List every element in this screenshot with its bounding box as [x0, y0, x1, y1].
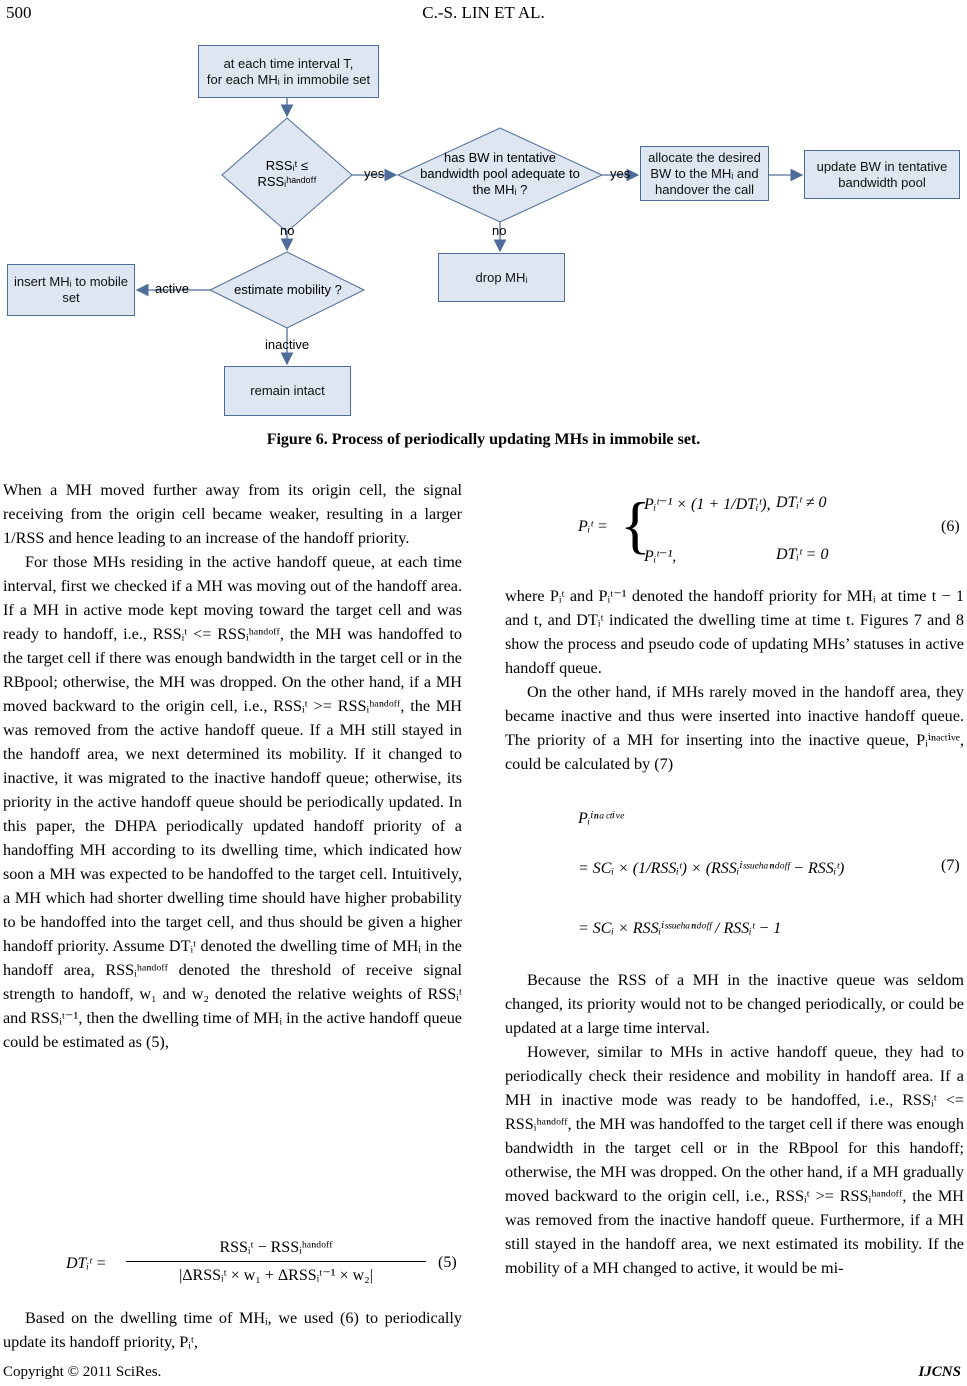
label-yes-2: yes	[610, 166, 631, 181]
page-number: 500	[6, 3, 32, 22]
right-column-upper	[505, 584, 964, 776]
label-inactive: inactive	[265, 337, 310, 352]
running-head: C.-S. LIN ET AL.	[422, 3, 545, 22]
eq5-numerator: RSSᵢᵗ − RSSᵢʰᵃⁿᵈᵒᶠᶠ	[219, 1239, 333, 1256]
eq5-lhs: DTᵢᵗ =	[66, 1255, 107, 1272]
right-column-lower	[505, 968, 964, 1280]
eq6-case-2: Pᵢᵗ⁻¹,	[644, 548, 677, 565]
insert-box: insert MHᵢ to mobile set	[7, 264, 135, 316]
left-paragraph-2: For those MHs residing in the active handoff queue, at each time interval, first we checked if a MH was moving out of the handoff area. If a MH in active mode kept moving toward the target cell and was ready to handoff, i.e., RSSᵢᵗ <= RSSᵢʰᵃⁿᵈᵒᶠᶠ, the MH was handoffed to the target cell if there was enough bandwidth in the target cell or in the RBpool; otherwise, the MH was dropped. On the other hand, if a MH moved backward to the origin cell, i.e., RSSᵢᵗ >= RSSᵢʰᵃⁿᵈᵒᶠᶠ, the MH was removed from the active handoff queue. If a MH still stayed in the handoff area, we next determined its mobility. If it changed to inactive, it was migrated to the inactive handoff queue; otherwise, its priority in the active handoff queue should be periodically updated. In this paper, the DHPA periodically updated handoff priority of a handoffing MH according to its dwelling time, which indicated how soon a MH was expected to be handoffed to the target cell. Intuitively, a MH which had shorter dwelling time should have higher probability to be handoffed into the target cell, and thus should be given a higher handoff priority. Assume DTᵢᵗ denoted the dwelling time of MHᵢ in the handoff area, RSSᵢʰᵃⁿᵈᵒᶠᶠ denoted the threshold of receive signal strength to handoff, w₁ and w₂ denoted the relative weights of RSSᵢᵗ and RSSᵢᵗ⁻¹, then the dwelling time of MHᵢ in the active handoff queue could be estimated as (5),	[3, 553, 462, 1051]
label-no-2: no	[492, 223, 507, 238]
right-paragraph-2: On the other hand, if MHs rarely moved in the handoff area, they became inactive and thus were inserted into inactive handoff queue. The priority of a MH for inserting into the inactive queue, Pᵢⁱⁿᵃᶜᵗⁱᵛᵉ, could be calculated by (7)	[505, 683, 964, 773]
eq6-condition-1: DTᵢᵗ ≠ 0	[776, 494, 827, 511]
eq7-number: (7)	[941, 857, 960, 874]
equation-7	[578, 808, 938, 958]
allocate-box: allocate the desired BW to the MHᵢ and handover the call	[640, 146, 769, 201]
left-column-end	[3, 1306, 462, 1354]
start-box: at each time interval T, for each MHᵢ in immobile set	[198, 45, 379, 98]
eq7-line-3: = SCᵢ × RSSᵢⁱˢˢᵘᵉʰᵃⁿᵈᵒᶠᶠ / RSSᵢᵗ − 1	[578, 920, 782, 937]
footer-journal: IJCNS	[918, 1364, 961, 1380]
eq6-lhs: Pᵢᵗ =	[578, 518, 608, 535]
eq7-line-1: Pᵢⁱⁿᵃᶜᵗⁱᵛᵉ	[578, 810, 624, 827]
label-active: active	[155, 281, 189, 296]
right-paragraph-4: However, similar to MHs in active handoff queue, they had to periodically check their residence and mobility in handoff area. If a MH in inactive mode was ready to be handoffed, i.e., RSSᵢᵗ <= RSSᵢʰᵃⁿᵈᵒᶠᶠ, the MH was handoffed to the target cell if there was enough bandwidth in the target cell or in the RBpool for this handoff; otherwise, the MH was dropped. On the other hand, if a MH gradually moved backward to the origin cell, i.e., RSSᵢᵗ >= RSSᵢʰᵃⁿᵈᵒᶠᶠ, the MH was removed from the inactive handoff queue. Furthermore, if a MH still stayed in the handoff area, we next estimated its mobility. If the mobility of a MH changed to active, it would be mi-	[505, 1043, 964, 1277]
left-paragraph-1: When a MH moved further away from its origin cell, the signal receiving from the origin cell became weaker, resulting in a larger 1/RSS and hence leading to an increase of the handoff priority.	[3, 481, 462, 547]
left-column	[3, 478, 462, 1054]
label-yes-1: yes	[364, 166, 385, 181]
eq7-line-2: = SCᵢ × (1/RSSᵢᵗ) × (RSSᵢⁱˢˢᵘᵉʰᵃⁿᵈᵒᶠᶠ − RSSᵢᵗ)	[578, 860, 845, 877]
right-paragraph-1: where Pᵢᵗ and Pᵢᵗ⁻¹ denoted the handoff priority for MHᵢ at time t − 1 and t, and DTᵢᵗ indicated the dwelling time at time t. Figures 7 and 8 show the process and pseudo code of updating MHs’ statuses in active handoff queue.	[505, 587, 964, 677]
remain-box: remain intact	[224, 366, 351, 416]
flowchart-connectors	[0, 0, 967, 430]
figure-caption: Figure 6. Process of periodically updating MHs in immobile set.	[266, 431, 701, 448]
decision-rss-label: RSSᵢᵗ ≤ RSSᵢʰᵃⁿᵈᵒᶠᶠ	[257, 158, 317, 189]
drop-box: drop MHᵢ	[438, 253, 565, 302]
estimate-mobility-label: estimate mobility ?	[234, 282, 342, 297]
footer-copyright: Copyright © 2011 SciRes.	[3, 1364, 162, 1380]
update-box: update BW in tentative bandwidth pool	[804, 150, 960, 199]
flowchart	[0, 0, 967, 430]
eq5-number: (5)	[438, 1254, 457, 1271]
left-paragraph-3: Based on the dwelling time of MHᵢ, we used (6) to periodically update its handoff priority, Pᵢᵗ,	[3, 1309, 462, 1351]
eq6-condition-2: DTᵢᵗ = 0	[776, 546, 829, 563]
right-paragraph-3: Because the RSS of a MH in the inactive queue was seldom changed, its priority would not to be changed periodically, or could be updated at a large time interval.	[505, 971, 964, 1037]
eq6-number: (6)	[941, 518, 960, 535]
label-no-1: no	[280, 223, 295, 238]
eq6-case-1: Pᵢᵗ⁻¹ × (1 + 1/DTᵢᵗ),	[644, 496, 771, 513]
eq5-denominator: |ΔRSSᵢᵗ × w₁ + ΔRSSᵢᵗ⁻¹ × w₂|	[179, 1267, 373, 1284]
decision-bw-label: has BW in tentative bandwidth pool adequate to the MHᵢ ?	[420, 150, 580, 197]
equation-6: Pᵢᵗ = { Pᵢᵗ⁻¹ × (1 + 1/DTᵢᵗ), DTᵢᵗ ≠ 0 Pᵢᵗ⁻¹, DTᵢᵗ = 0	[578, 489, 829, 565]
